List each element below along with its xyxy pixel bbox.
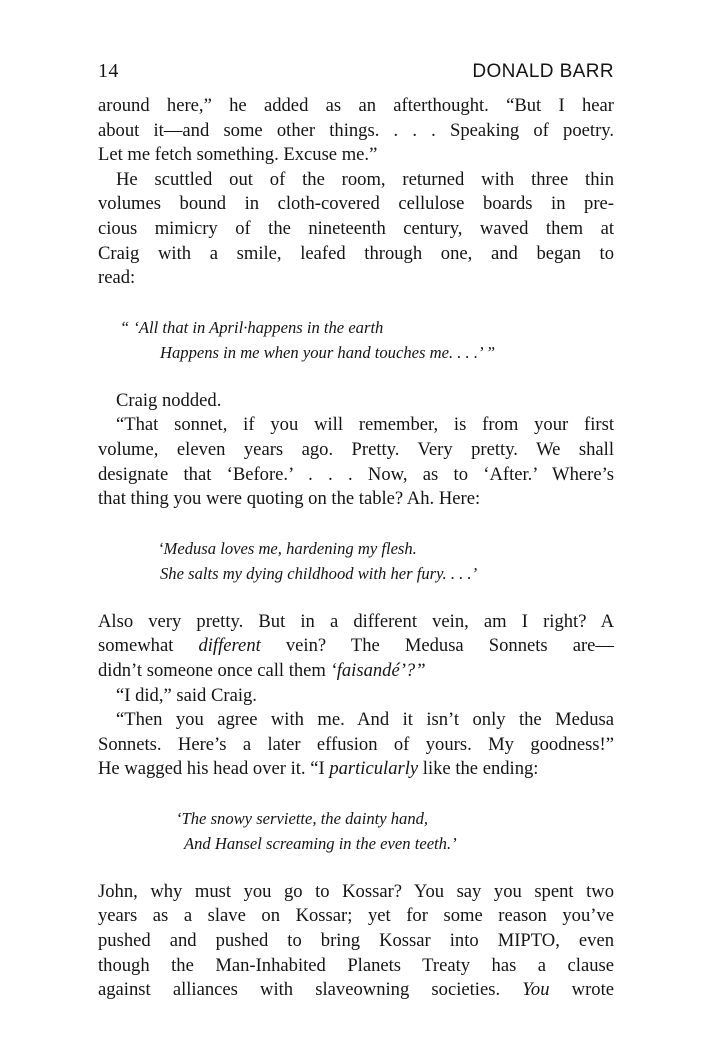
text-line: around here,” he added as an afterthought. “But I hear — [98, 95, 614, 116]
running-author: DONALD BARR — [472, 61, 614, 82]
verse-line: And Hansel screaming in the even teeth.’ — [184, 833, 457, 853]
emphasis: ‘faisandé’?” — [330, 659, 426, 681]
running-header — [98, 60, 614, 94]
verse-line: “ ‘All that in April·happens in the earth — [120, 317, 384, 337]
paragraph-8 — [98, 880, 614, 1003]
book-page — [98, 60, 614, 1003]
verse-line: ‘Medusa loves me, hardening my flesh. — [158, 538, 417, 558]
text-line: about it—and some other things. . . . Speaking of poetry. — [98, 119, 614, 141]
text-line: cious mimicry of the nineteenth century, waved them at — [98, 217, 614, 239]
text-line: volume, eleven years ago. Pretty. Very pretty. We shall — [98, 438, 614, 460]
verse-quote-1 — [98, 315, 614, 365]
paragraph-5 — [98, 610, 614, 684]
text-line: “Then you agree with me. And it isn’t only the Medusa — [116, 709, 614, 731]
text-line: Sonnets. Here’s a later effusion of yours. My goodness!” — [98, 733, 614, 755]
verse-quote-3 — [98, 806, 614, 856]
text-line — [98, 978, 614, 1003]
text-line: Let me fetch something. Excuse me.” — [98, 144, 378, 166]
paragraph-7 — [98, 708, 614, 782]
text-span: He wagged his head over it. “I — [98, 758, 330, 780]
text-line: that thing you were quoting on the table? Ah. Here: — [98, 488, 481, 510]
text-span: wrote — [549, 979, 615, 1001]
paragraph-1 — [98, 94, 614, 168]
verse-quote-2 — [98, 536, 614, 586]
emphasis: different — [198, 635, 261, 657]
text-line: designate that ‘Before.’ . . . Now, as to ‘After.’ Where’s — [98, 463, 614, 485]
text-span: vein? The Medusa Sonnets are— — [260, 635, 615, 657]
text-line: John, why must you go to Kossar? You say you spent two — [98, 880, 614, 902]
text-line — [98, 634, 614, 659]
verse-line: ‘The snowy serviette, the dainty hand, — [176, 808, 429, 828]
text-line: “That sonnet, if you will remember, is from your first — [116, 414, 614, 436]
verse-line: She salts my dying childhood with her fury. . . .’ — [160, 563, 478, 583]
emphasis: You — [522, 979, 550, 1001]
paragraph-6: “I did,” said Craig. — [116, 684, 257, 706]
text-line — [98, 757, 614, 782]
text-line — [98, 659, 614, 684]
paragraph-2 — [98, 168, 614, 291]
text-line: years as a slave on Kossar; yet for some reason you’ve — [98, 905, 614, 927]
page-number: 14 — [98, 60, 119, 82]
emphasis: particularly — [329, 758, 419, 780]
text-line: Also very pretty. But in a different vein, am I right? A — [98, 610, 614, 632]
text-span: against alliances with slaveowning societies. — [98, 979, 523, 1001]
verse-line: Happens in me when your hand touches me. . . .’ ” — [160, 342, 496, 362]
text-span: somewhat — [98, 635, 199, 657]
text-line: He scuttled out of the room, returned with three thin — [116, 168, 614, 190]
paragraph-4 — [98, 413, 614, 511]
text-span: like the ending: — [418, 758, 539, 780]
text-line: pushed and pushed to bring Kossar into MIPTO, even — [98, 930, 614, 952]
text-line: read: — [98, 267, 136, 289]
paragraph-3: Craig nodded. — [116, 389, 222, 411]
text-span: didn’t someone once call them — [98, 659, 331, 681]
text-line: though the Man-Inhabited Planets Treaty has a clause — [98, 954, 614, 976]
text-line: Craig with a smile, leafed through one, and began to — [98, 242, 614, 264]
text-line: volumes bound in cloth-covered cellulose boards in pre- — [98, 193, 614, 215]
